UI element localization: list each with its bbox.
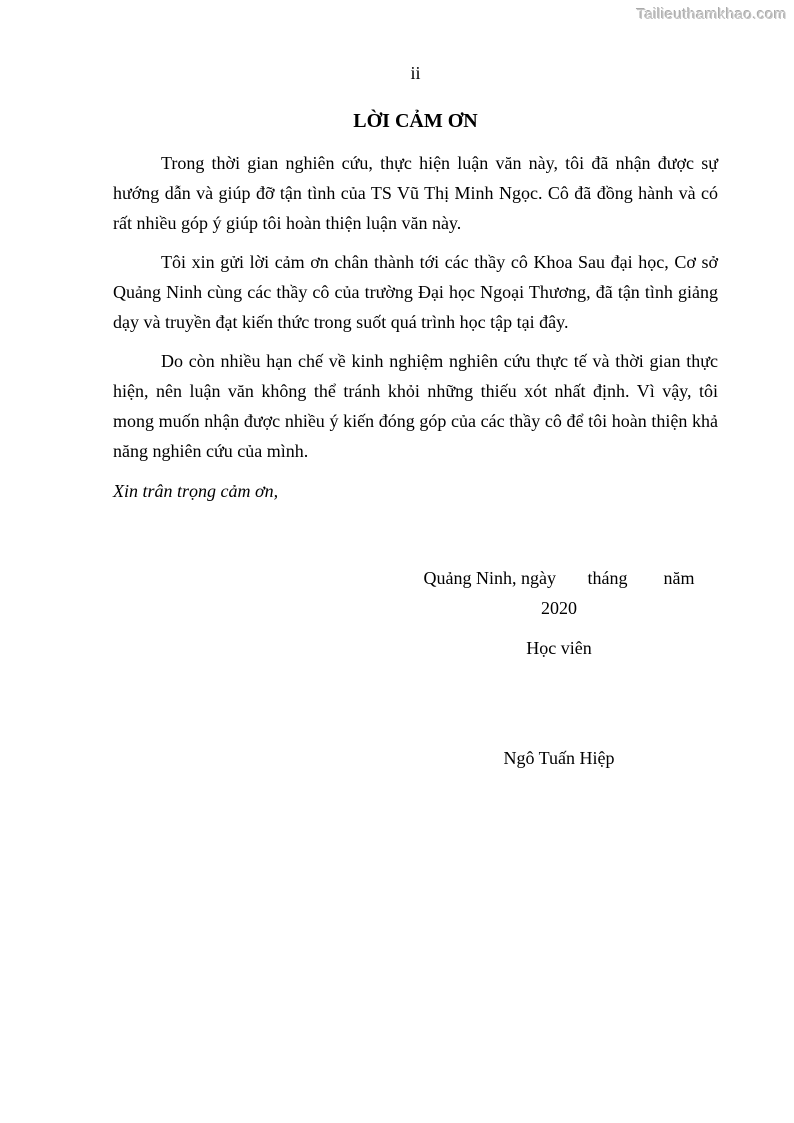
signer-name: Ngô Tuấn Hiệp bbox=[503, 748, 615, 768]
watermark: Tailieuthamkhao.com bbox=[636, 6, 787, 23]
date-line: Quảng Ninh, ngày tháng năm 2020 bbox=[423, 568, 699, 618]
closing-line: Xin trân trọng cảm ơn, bbox=[113, 481, 279, 501]
signature-block bbox=[409, 563, 709, 773]
page-number: ii bbox=[410, 63, 421, 83]
paragraph: Trong thời gian nghiên cứu, thực hiện luận văn này, tôi đã nhận được sự hướng dẫn và giúp đỡ tận tình của TS Vũ Thị Minh Ngọc. Cô đã đồng hành và có rất nhiều góp ý giúp tôi hoàn thiện luận văn này. bbox=[113, 153, 718, 233]
paragraph: Tôi xin gửi lời cảm ơn chân thành tới các thầy cô Khoa Sau đại học, Cơ sở Quảng Ninh cùng các thầy cô của trường Đại học Ngoại Thương, đã tận tình giảng dạy và truyền đạt kiến thức trong suốt quá trình học tập tại đây. bbox=[113, 252, 718, 332]
page-title: LỜI CẢM ƠN bbox=[353, 110, 478, 132]
page-content bbox=[113, 62, 718, 773]
paragraph: Do còn nhiều hạn chế về kinh nghiệm nghiên cứu thực tế và thời gian thực hiện, nên luận văn không thể tránh khỏi những thiếu xót nhất định. Vì vậy, tôi mong muốn nhận được nhiều ý kiến đóng góp của các thầy cô để tôi hoàn thiện khả năng nghiên cứu của mình. bbox=[113, 351, 718, 461]
signer-role: Học viên bbox=[526, 638, 592, 658]
